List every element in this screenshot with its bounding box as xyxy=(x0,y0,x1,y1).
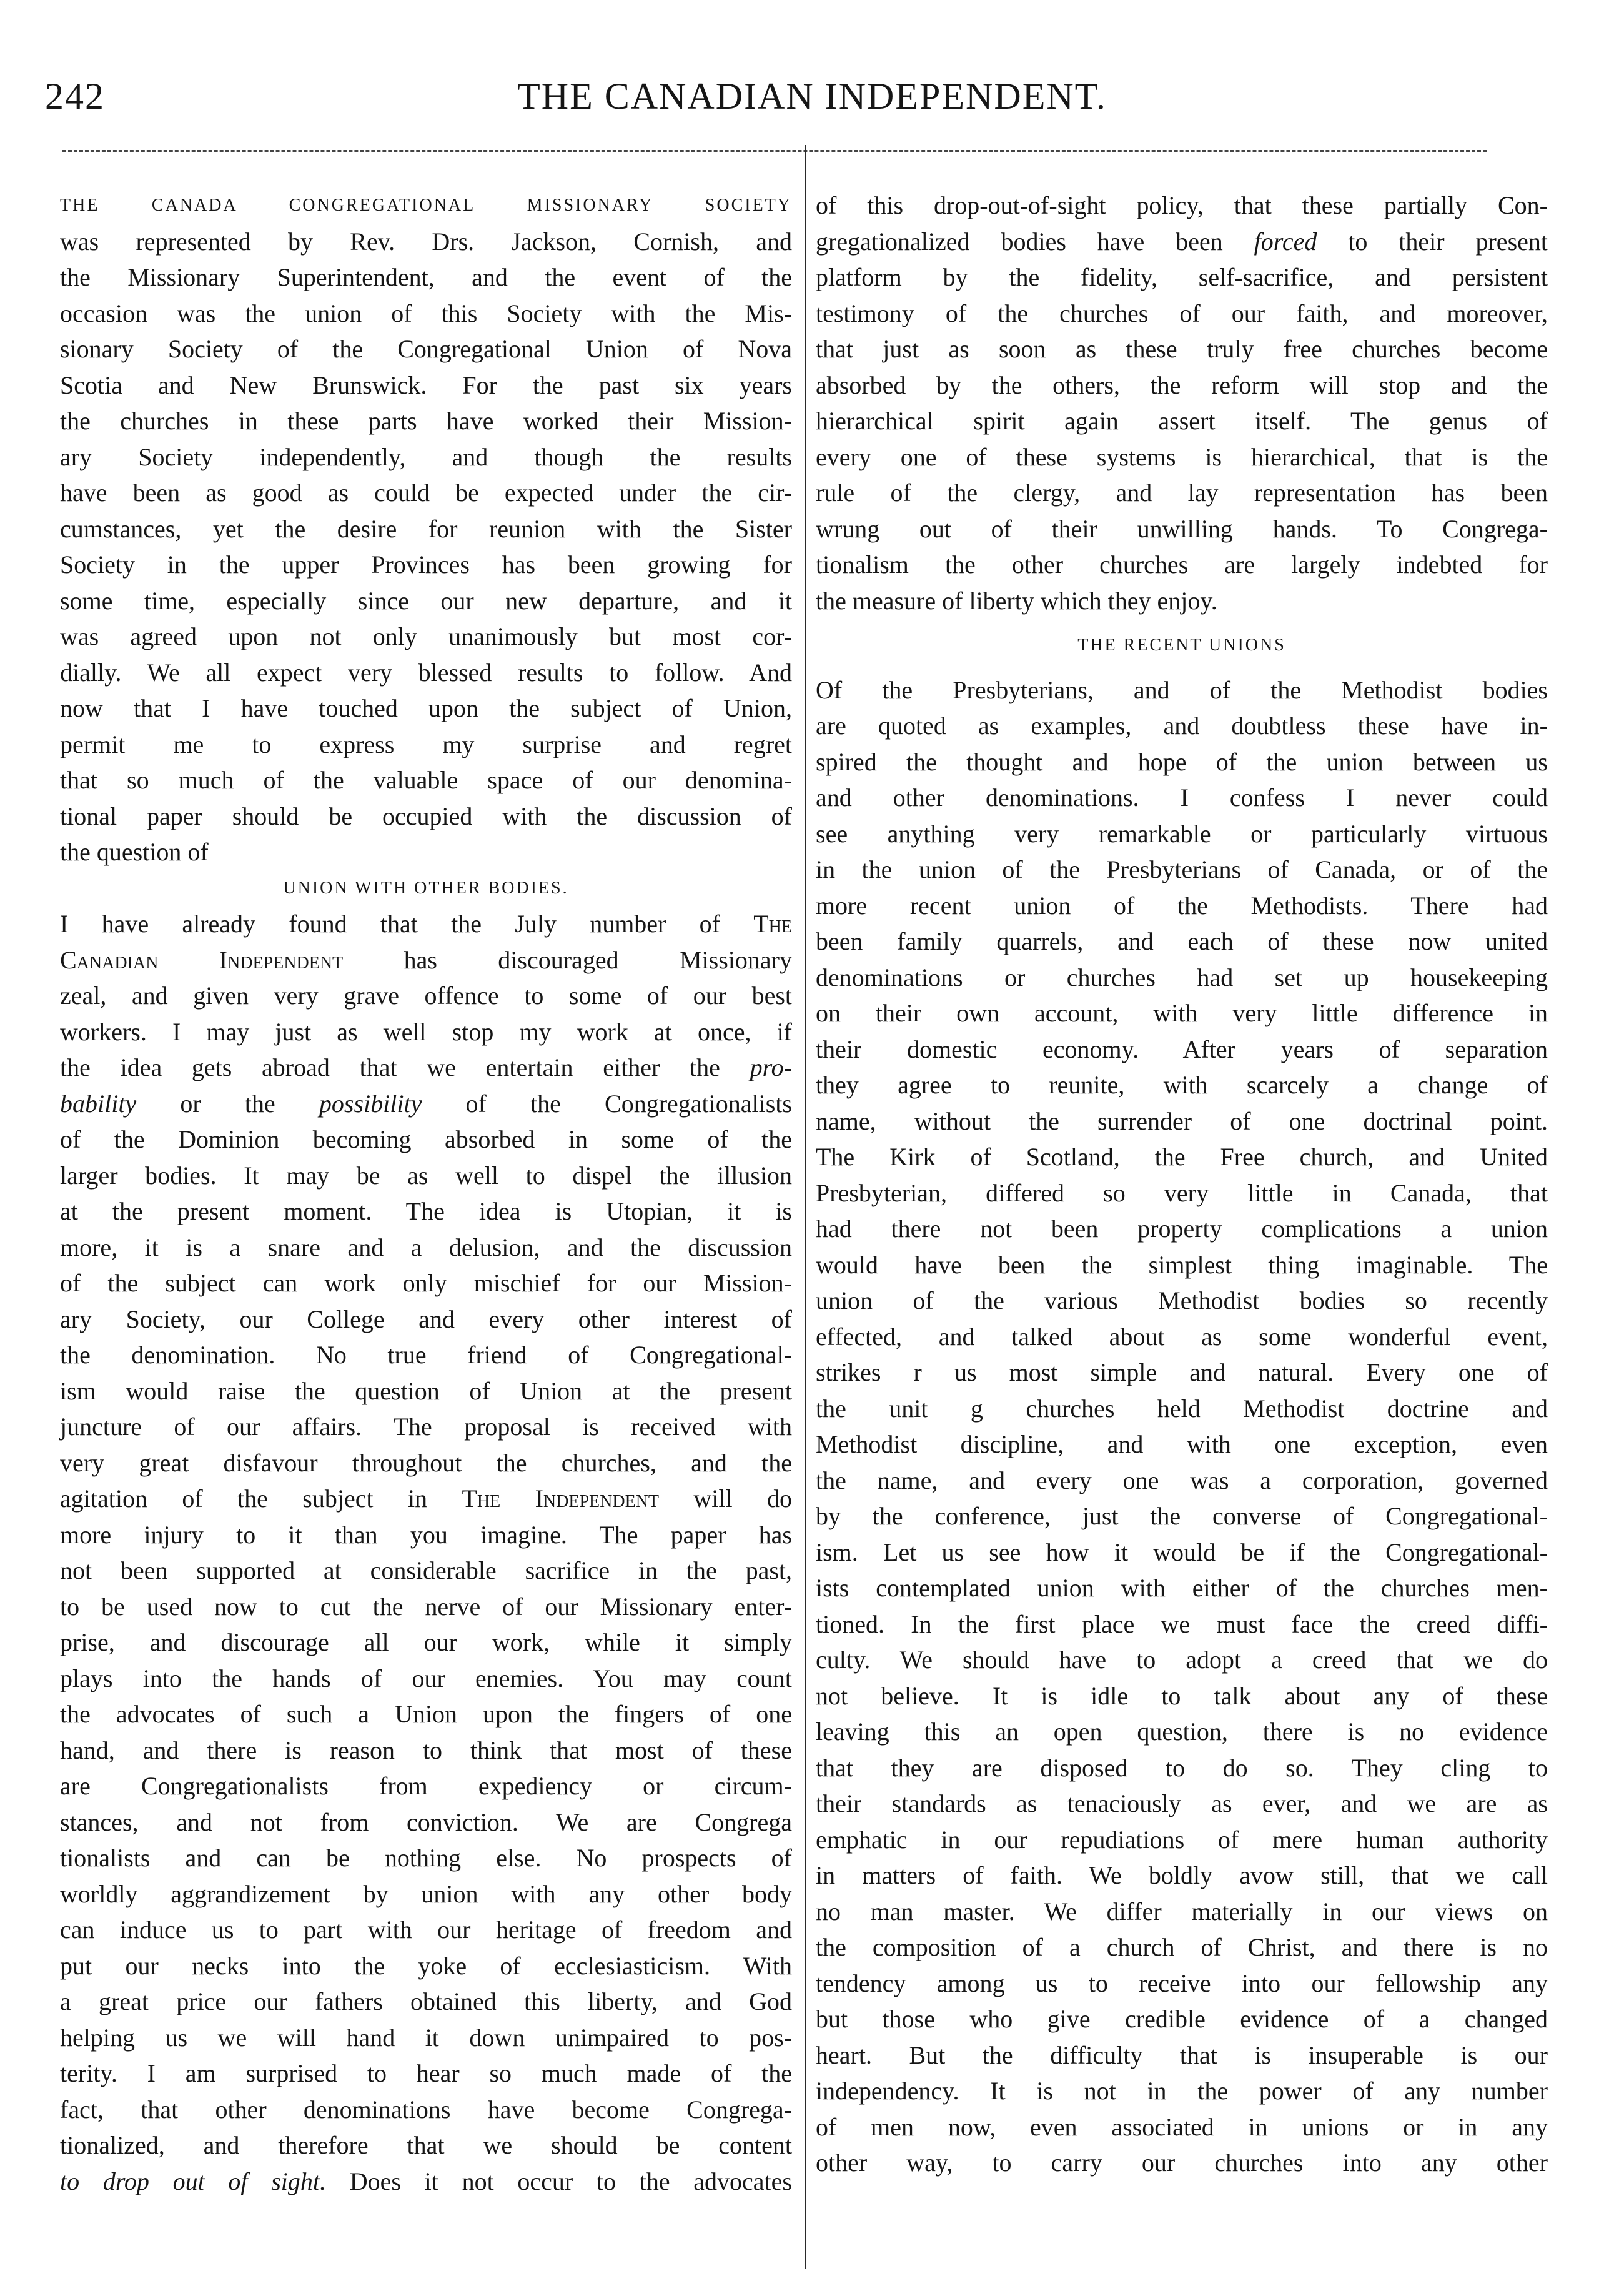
text-line: can induce us to part with our heritage of freedom and xyxy=(60,1916,792,1944)
text-line: that just as soon as these truly free churches become xyxy=(816,335,1548,363)
text-line: more, it is a snare and a delusion, and the discussion xyxy=(60,1233,792,1261)
text-line: zeal, and given very grave offence to some of our best xyxy=(60,982,792,1010)
text-line: tionalized, and therefore that we should be content xyxy=(60,2131,792,2159)
text-line: leaving this an open question, there is no evidence xyxy=(816,1717,1548,1746)
text-line: at the present moment. The idea is Utopian, it is xyxy=(60,1197,792,1225)
text-line: cumstances, yet the desire for reunion with the Sister xyxy=(60,514,792,543)
text-line: the unit g churches held Methodist doctrine and xyxy=(816,1394,1548,1423)
text-line xyxy=(816,224,1548,260)
text-line: other way, to carry our churches into any other xyxy=(816,2149,1548,2177)
text-line: workers. I may just as well stop my work at once, if xyxy=(60,1017,792,1046)
text-line: that so much of the valuable space of our denomina- xyxy=(60,766,792,794)
text-line: more recent union of the Methodists. There had xyxy=(816,891,1548,920)
text-line: worldly aggrandizement by union with any other body xyxy=(60,1879,792,1908)
small-caps-run: Canadian Independent xyxy=(60,945,344,974)
text-line: terity. I am surprised to hear so much made of the xyxy=(60,2059,792,2087)
paragraph-recent-unions xyxy=(816,672,1548,2181)
text-line: the denomination. No true friend of Congregational- xyxy=(60,1341,792,1369)
text-line: are quoted as examples, and doubtless these have in- xyxy=(816,712,1548,740)
text-line xyxy=(60,942,792,978)
text-line: have been as good as could be expected under the cir- xyxy=(60,479,792,507)
text-line: prise, and discourage all our work, while it simply xyxy=(60,1628,792,1656)
text-line: they agree to reunite, with scarcely a change of xyxy=(816,1071,1548,1099)
text-line: platform by the fidelity, self-sacrifice, and persistent xyxy=(816,263,1548,291)
text-line: in matters of faith. We boldly avow still, that we call xyxy=(816,1861,1548,1889)
text-line: now that I have touched upon the subject of Union, xyxy=(60,694,792,722)
text-line xyxy=(60,1086,792,1122)
text-line: culty. We should have to adopt a creed that we do xyxy=(816,1646,1548,1674)
text-run: has discouraged Missionary xyxy=(343,945,792,974)
text-line: helping us we will hand it down unimpaired to pos- xyxy=(60,2023,792,2052)
text-line: juncture of our affairs. The proposal is received with xyxy=(60,1413,792,1441)
text-line: emphatic in our repudiations of mere human authority xyxy=(816,1825,1548,1854)
text-line: independency. It is not in the power of any number xyxy=(816,2077,1548,2105)
text-line: hierarchical spirit again assert itself. The genus of xyxy=(816,407,1548,435)
text-line: the advocates of such a Union upon the fingers of one xyxy=(60,1700,792,1728)
text-line: not been supported at considerable sacrifice in the past, xyxy=(60,1556,792,1584)
text-line: had there not been property complications a union xyxy=(816,1215,1548,1243)
paragraph-missionary-society xyxy=(60,224,792,870)
text-line: Of the Presbyterians, and of the Methodist bodies xyxy=(816,675,1548,704)
text-line: Methodist discipline, and with one exception, even xyxy=(816,1430,1548,1458)
text-line: to be used now to cut the nerve of our Missionary enter- xyxy=(60,1592,792,1621)
text-line: occasion was the union of this Society with the Mis- xyxy=(60,299,792,327)
text-line: see anything very remarkable or particularly virtuous xyxy=(816,819,1548,848)
text-line: of this drop-out-of-sight policy, that these partially Con- xyxy=(816,191,1548,219)
text-line xyxy=(60,2164,792,2200)
paragraph-continuation xyxy=(816,187,1548,619)
text-line: some time, especially since our new departure, and it xyxy=(60,586,792,615)
text-line: was agreed upon not only unanimously but most cor- xyxy=(60,622,792,650)
text-line: of the Dominion becoming absorbed in some of the xyxy=(60,1125,792,1153)
text-line: ism would raise the question of Union at the present xyxy=(60,1376,792,1405)
text-line xyxy=(60,1481,792,1517)
text-line: sionary Society of the Congregational Union of Nova xyxy=(60,335,792,363)
text-line: would have been the simplest thing imaginable. The xyxy=(816,1250,1548,1279)
italic-run: forced xyxy=(1254,227,1317,256)
text-line: ary Society, our College and every other interest of xyxy=(60,1305,792,1333)
text-line: of the subject can work only mischief for our Mission- xyxy=(60,1269,792,1297)
text-line: the churches in these parts have worked their Mission- xyxy=(60,407,792,435)
header-rule xyxy=(62,150,1487,152)
text-run: agitation of the subject in xyxy=(60,1484,462,1513)
text-line: larger bodies. It may be as well to dispel the illusion xyxy=(60,1161,792,1190)
text-line: not believe. It is idle to talk about any of these xyxy=(816,1681,1548,1710)
section-heading-missionary-society: THE CANADA CONGREGATIONAL MISSIONARY SOCIETY xyxy=(60,196,792,215)
text-line: put our necks into the yoke of ecclesiasticism. With xyxy=(60,1951,792,1980)
running-head-title: THE CANADIAN INDEPENDENT. xyxy=(517,76,1107,117)
text-line: was represented by Rev. Drs. Jackson, Cornish, and xyxy=(60,227,792,256)
text-line: tioned. In the first place we must face the creed diffi- xyxy=(816,1609,1548,1638)
text-line: dially. We all expect very blessed results to follow. And xyxy=(60,658,792,687)
text-line: very great disfavour throughout the churches, and the xyxy=(60,1448,792,1477)
text-line: that they are disposed to do so. They cling to xyxy=(816,1753,1548,1782)
text-line: a great price our fathers obtained this liberty, and God xyxy=(60,1987,792,2015)
page-number: 242 xyxy=(45,76,105,117)
text-line: the composition of a church of Christ, and there is no xyxy=(816,1933,1548,1961)
section-heading-union: UNION WITH OTHER BODIES. xyxy=(283,878,569,898)
text-line: of men now, even associated in unions or in any xyxy=(816,2112,1548,2141)
section-heading-recent-unions: THE RECENT UNIONS xyxy=(1077,635,1286,655)
text-line: are Congregationalists from expediency or circum- xyxy=(60,1772,792,1800)
text-run: will do xyxy=(659,1484,792,1513)
text-line: Society in the upper Provinces has been growing for xyxy=(60,550,792,579)
text-line: tional paper should be occupied with the discussion of xyxy=(60,802,792,830)
text-line: and other denominations. I confess I never could xyxy=(816,783,1548,812)
text-run: the idea gets abroad that we entertain either the xyxy=(60,1053,750,1081)
text-line: on their own account, with very little difference in xyxy=(816,999,1548,1027)
text-line: but those who give credible evidence of a changed xyxy=(816,2005,1548,2033)
text-line: the Missionary Superintendent, and the event of the xyxy=(60,263,792,291)
text-line xyxy=(60,1050,792,1086)
text-line: fact, that other denominations have become Congrega- xyxy=(60,2095,792,2124)
paragraph-union xyxy=(60,906,792,2199)
italic-run: bability xyxy=(60,1089,137,1118)
text-run: Does it not occur to the advocates xyxy=(326,2167,792,2195)
italic-run: to drop out of sight. xyxy=(60,2167,327,2195)
text-line: the measure of liberty which they enjoy. xyxy=(816,586,1217,615)
text-line: no man master. We differ materially in our views on xyxy=(816,1897,1548,1926)
text-line: rule of the clergy, and lay representation has been xyxy=(816,479,1548,507)
text-line: plays into the hands of our enemies. You may count xyxy=(60,1664,792,1692)
right-column xyxy=(816,187,1548,2181)
small-caps-run: The Independent xyxy=(462,1484,660,1513)
text-line: Scotia and New Brunswick. For the past six years xyxy=(60,370,792,399)
text-line: the name, and every one was a corporation, governed xyxy=(816,1466,1548,1494)
text-line: in the union of the Presbyterians of Canada, or of the xyxy=(816,855,1548,883)
text-line xyxy=(60,906,792,942)
text-line: the question of xyxy=(60,838,209,866)
text-line: tendency among us to receive into our fellowship any xyxy=(816,1969,1548,1997)
text-line: their domestic economy. After years of separation xyxy=(816,1035,1548,1063)
text-line: absorbed by the others, the reform will stop and the xyxy=(816,370,1548,399)
column-divider xyxy=(805,145,806,2269)
text-line: The Kirk of Scotland, the Free church, and United xyxy=(816,1143,1548,1171)
text-run: to their present xyxy=(1317,227,1548,256)
text-line: their standards as tenaciously as ever, and we are as xyxy=(816,1789,1548,1817)
small-caps-run: The xyxy=(753,910,792,938)
text-line: heart. But the difficulty that is insuperable is our xyxy=(816,2040,1548,2069)
text-run: of the Congregationalists xyxy=(422,1089,792,1118)
text-line: tionalism the other churches are largely indebted for xyxy=(816,550,1548,579)
text-line: stances, and not from conviction. We are Congrega xyxy=(60,1807,792,1836)
text-line: wrung out of their unwilling hands. To Congrega- xyxy=(816,514,1548,543)
text-line: Presbyterian, differed so very little in Canada, that xyxy=(816,1178,1548,1207)
text-run: I have already found that the July number of xyxy=(60,910,754,938)
italic-run: pro- xyxy=(750,1053,792,1081)
text-line: denominations or churches had set up housekeeping xyxy=(816,963,1548,991)
text-line: every one of these systems is hierarchical, that is the xyxy=(816,442,1548,471)
text-line: tionalists and can be nothing else. No prospects of xyxy=(60,1844,792,1872)
text-line: strikes r us most simple and natural. Every one of xyxy=(816,1358,1548,1386)
text-line: ists contemplated union with either of the churches men- xyxy=(816,1574,1548,1602)
text-line: ism. Let us see how it would be if the Congregational- xyxy=(816,1538,1548,1566)
text-line: more injury to it than you imagine. The paper has xyxy=(60,1520,792,1549)
text-run: or the xyxy=(136,1089,319,1118)
text-line: effected, and talked about as some wonderful event, xyxy=(816,1322,1548,1351)
italic-run: possibility xyxy=(319,1089,422,1118)
text-line: spired the thought and hope of the union between us xyxy=(816,747,1548,776)
text-line: testimony of the churches of our faith, and moreover, xyxy=(816,299,1548,327)
text-line: been family quarrels, and each of these now united xyxy=(816,927,1548,955)
text-line: union of the various Methodist bodies so recently xyxy=(816,1286,1548,1314)
text-run: gregationalized bodies have been xyxy=(816,227,1254,256)
text-line: name, without the surrender of one doctrinal point. xyxy=(816,1106,1548,1135)
text-line: by the conference, just the converse of Congregational- xyxy=(816,1502,1548,1530)
text-line: hand, and there is reason to think that most of these xyxy=(60,1736,792,1764)
left-column xyxy=(60,187,792,2199)
text-line: permit me to express my surprise and regret xyxy=(60,730,792,758)
text-line: ary Society independently, and though the results xyxy=(60,442,792,471)
